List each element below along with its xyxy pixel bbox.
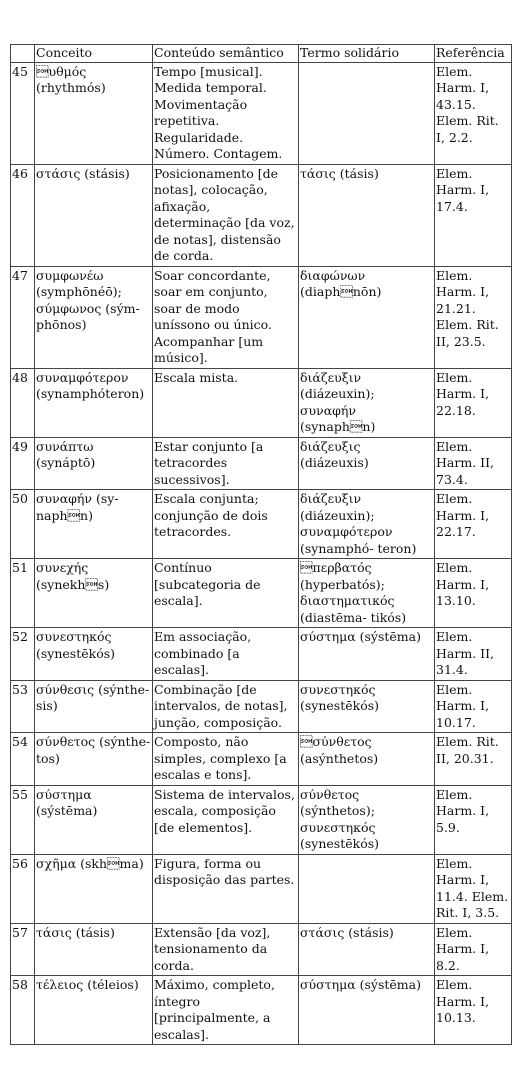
table-row (11, 923, 512, 976)
reference-cell: Elem. Harm. II, 31.4. (435, 628, 512, 681)
related-term-cell (299, 62, 435, 164)
reference-cell: Elem. Harm. II, 73.4. (435, 437, 512, 490)
semantic-content-cell: Sistema de intervalos, escala, composição [de elementos]. (153, 785, 299, 854)
reference-cell: Elem. Harm. I, 10.13. (435, 976, 512, 1045)
semantic-content-cell: Posicionamento [de notas], colocação, afixação, determinação [da voz, de notas], distensão de corda. (153, 164, 299, 266)
glossary-page (10, 44, 511, 1045)
entry-number: 51 (11, 559, 35, 628)
header-conteudo-semantico: Conteúdo semântico (153, 45, 299, 63)
concept-cell: τάσις (tásis) (35, 923, 153, 976)
reference-cell: Elem. Harm. I, 10.17. (435, 680, 512, 733)
table-row (11, 680, 512, 733)
related-term-cell: διάζευξιν (diázeuxin); συναφήν (synaphn) (299, 368, 435, 437)
entry-number: 49 (11, 437, 35, 490)
reference-cell: Elem. Harm. I, 5.9. (435, 785, 512, 854)
header-termo-solidario: Termo solidário (299, 45, 435, 63)
table-row (11, 368, 512, 437)
reference-cell: Elem. Harm. I, 8.2. (435, 923, 512, 976)
table-row (11, 628, 512, 681)
concept-cell: τέλειος (téleios) (35, 976, 153, 1045)
table-row (11, 785, 512, 854)
header-number (11, 45, 35, 63)
semantic-content-cell: Combinação [de intervalos, de notas], junção, composição. (153, 680, 299, 733)
entry-number: 53 (11, 680, 35, 733)
entry-number: 47 (11, 266, 35, 368)
related-term-cell: σύνθετος (asýnthetos) (299, 733, 435, 786)
concept-cell: σύνθετος (sýnthe- tos) (35, 733, 153, 786)
concept-cell: σύνθεσις (sýnthe- sis) (35, 680, 153, 733)
table-row (11, 733, 512, 786)
table-row (11, 437, 512, 490)
entry-number: 58 (11, 976, 35, 1045)
related-term-cell: συνεστηκός (synestēkós) (299, 680, 435, 733)
semantic-content-cell: Figura, forma ou disposição das partes. (153, 854, 299, 923)
entry-number: 50 (11, 490, 35, 559)
concept-cell: στάσις (stásis) (35, 164, 153, 266)
table-row (11, 490, 512, 559)
table-row (11, 854, 512, 923)
related-term-cell: τάσις (tásis) (299, 164, 435, 266)
entry-number: 55 (11, 785, 35, 854)
entry-number: 52 (11, 628, 35, 681)
concept-cell: συμφωνέω (symphōnéō); σύμφωνος (sým- phōnos) (35, 266, 153, 368)
entry-number: 46 (11, 164, 35, 266)
header-conceito: Conceito (35, 45, 153, 63)
reference-cell: Elem. Harm. I, 11.4. Elem. Rit. I, 3.5. (435, 854, 512, 923)
semantic-content-cell: Contínuo [subcategoria de escala]. (153, 559, 299, 628)
reference-cell: Elem. Rit. II, 20.31. (435, 733, 512, 786)
table-row (11, 559, 512, 628)
table-header-row (11, 45, 512, 63)
semantic-content-cell: Soar concordante, soar em conjunto, soar de modo uníssono ou único. Acompanhar [um músico]. (153, 266, 299, 368)
related-term-cell (299, 854, 435, 923)
concept-cell: σχῆμα (skhma) (35, 854, 153, 923)
semantic-content-cell: Composto, não simples, complexo [a escalas e tons]. (153, 733, 299, 786)
reference-cell: Elem. Harm. I, 22.18. (435, 368, 512, 437)
table-row (11, 976, 512, 1045)
table-row (11, 266, 512, 368)
related-term-cell: σύνθετος (sýnthetos); συνεστηκός (synestēkós) (299, 785, 435, 854)
entry-number: 45 (11, 62, 35, 164)
concept-cell: συναμφότερον (synamphóteron) (35, 368, 153, 437)
semantic-content-cell: Em associação, combinado [a escalas]. (153, 628, 299, 681)
semantic-content-cell: Escala conjunta; conjunção de dois tetracordes. (153, 490, 299, 559)
entry-number: 56 (11, 854, 35, 923)
related-term-cell: σύστημα (sýstēma) (299, 628, 435, 681)
related-term-cell: περβατός (hyperbatós); διαστηματικός (diastēma- tikós) (299, 559, 435, 628)
concept-cell: συνεστηκός (synestēkós) (35, 628, 153, 681)
related-term-cell: σύστημα (sýstēma) (299, 976, 435, 1045)
reference-cell: Elem. Harm. I, 43.15. Elem. Rit. I, 2.2. (435, 62, 512, 164)
related-term-cell: διαφώνων (diaphnōn) (299, 266, 435, 368)
related-term-cell: στάσις (stásis) (299, 923, 435, 976)
semantic-content-cell: Tempo [musical]. Medida temporal. Movimentação repetitiva. Regularidade. Número. Contagem. (153, 62, 299, 164)
concept-cell: συναφήν (sy- naphn) (35, 490, 153, 559)
entry-number: 48 (11, 368, 35, 437)
glossary-table (10, 44, 512, 1045)
concept-cell: σύστημα (sýstēma) (35, 785, 153, 854)
related-term-cell: διάζευξις (diázeuxis) (299, 437, 435, 490)
semantic-content-cell: Escala mista. (153, 368, 299, 437)
semantic-content-cell: Máximo, completo, íntegro [principalmente, a escalas]. (153, 976, 299, 1045)
header-referencia: Referência (435, 45, 512, 63)
entry-number: 54 (11, 733, 35, 786)
reference-cell: Elem. Harm. I, 22.17. (435, 490, 512, 559)
reference-cell: Elem. Harm. I, 21.21. Elem. Rit. II, 23.5. (435, 266, 512, 368)
semantic-content-cell: Extensão [da voz], tensionamento da corda. (153, 923, 299, 976)
table-row (11, 164, 512, 266)
related-term-cell: διάζευξιν (diázeuxin); συναμφότερον (synamphó- teron) (299, 490, 435, 559)
concept-cell: υθμός (rhythmós) (35, 62, 153, 164)
table-row (11, 62, 512, 164)
reference-cell: Elem. Harm. I, 17.4. (435, 164, 512, 266)
reference-cell: Elem. Harm. I, 13.10. (435, 559, 512, 628)
concept-cell: συνεχής (synekhs) (35, 559, 153, 628)
concept-cell: συνάπτω (synáptō) (35, 437, 153, 490)
semantic-content-cell: Estar conjunto [a tetracordes sucessivos]. (153, 437, 299, 490)
entry-number: 57 (11, 923, 35, 976)
